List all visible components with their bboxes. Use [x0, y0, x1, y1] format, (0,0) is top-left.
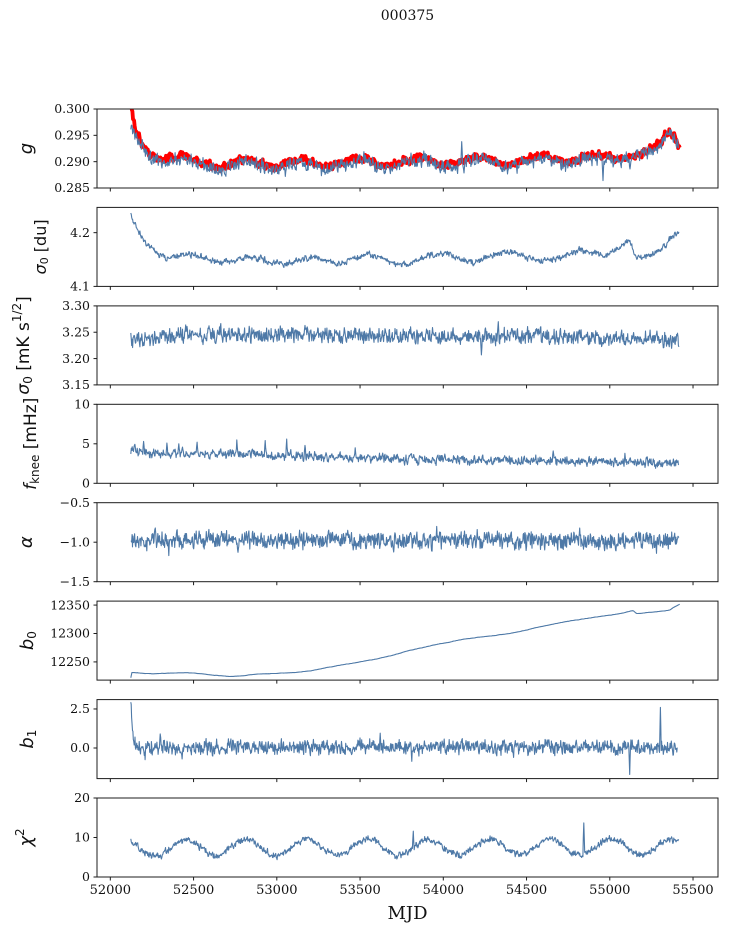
- y-tick-label: 0.290: [54, 153, 90, 169]
- panel-chi2-frame: [97, 798, 718, 877]
- panel-sigma0_mks-frame: [97, 306, 718, 385]
- y-tick-label: 10: [74, 829, 90, 845]
- y-tick-label: 12250: [50, 654, 90, 670]
- y-tick-label: 20: [74, 790, 90, 806]
- alpha-line: [131, 526, 679, 555]
- sigma0-du-line: [131, 213, 679, 267]
- x-tick-label: 52500: [172, 883, 215, 898]
- chi2-line: [131, 823, 679, 860]
- x-tick-label: 55500: [672, 883, 714, 898]
- y-tick-label: 0.300: [54, 101, 90, 117]
- y-axis-label-chi2: $\chi^2$: [12, 828, 37, 847]
- y-axis-label-b1: $b_1$: [17, 729, 39, 749]
- y-tick-label: 12300: [50, 625, 90, 641]
- figure-title: 000375: [380, 8, 435, 24]
- x-tick-label: 53000: [256, 883, 298, 898]
- y-axis-label-sigma0_mks: $\sigma_0$ [mK $s^{1/2}$]: [9, 296, 35, 395]
- fknee-line: [131, 439, 679, 468]
- b0-line: [131, 604, 680, 678]
- b1-line: [131, 702, 677, 774]
- y-tick-label: 4.2: [70, 224, 90, 240]
- y-axis-label-f_knee: $f_{knee}$ [mHz]: [21, 397, 42, 490]
- y-tick-label: 4.1: [70, 278, 90, 294]
- x-tick-label: 54500: [505, 883, 548, 898]
- x-axis-label: MJD: [387, 903, 428, 924]
- y-tick-label: 3.30: [62, 298, 90, 314]
- y-tick-label: −1.5: [59, 573, 90, 589]
- y-axis-label-g: g: [16, 142, 37, 155]
- y-tick-label: 0.0: [70, 740, 90, 756]
- x-tick-label: 53500: [339, 883, 381, 898]
- panel-f_knee-frame: [97, 404, 718, 483]
- panel-b1-frame: [97, 700, 718, 779]
- y-tick-label: −1.0: [59, 534, 90, 550]
- sigma0-mks-line: [131, 322, 679, 355]
- y-axis-label-b0: $b_0$: [17, 631, 39, 651]
- y-tick-label: 5: [82, 436, 90, 451]
- y-axis-label-sigma0_du: $\sigma_0$ [du]: [30, 219, 51, 275]
- y-tick-label: 2.5: [70, 701, 90, 717]
- y-tick-label: 3.15: [62, 377, 90, 393]
- y-tick-label: 3.20: [62, 350, 90, 366]
- y-tick-label: 3.25: [62, 324, 90, 340]
- y-axis-label-alpha: α: [16, 536, 37, 549]
- x-tick-label: 54000: [422, 883, 464, 898]
- panel-g-frame: [97, 109, 718, 188]
- panel-sigma0_du-frame: [97, 207, 718, 286]
- y-tick-label: 0: [82, 475, 90, 491]
- y-tick-label: −0.5: [59, 494, 90, 510]
- y-tick-label: 0.285: [54, 180, 90, 196]
- y-tick-label: 12350: [50, 597, 90, 613]
- x-tick-label: 52000: [89, 883, 131, 898]
- y-tick-label: 0.295: [54, 127, 90, 143]
- y-tick-label: 10: [74, 396, 90, 412]
- x-tick-label: 55000: [589, 883, 631, 898]
- y-tick-label: 0: [82, 869, 90, 885]
